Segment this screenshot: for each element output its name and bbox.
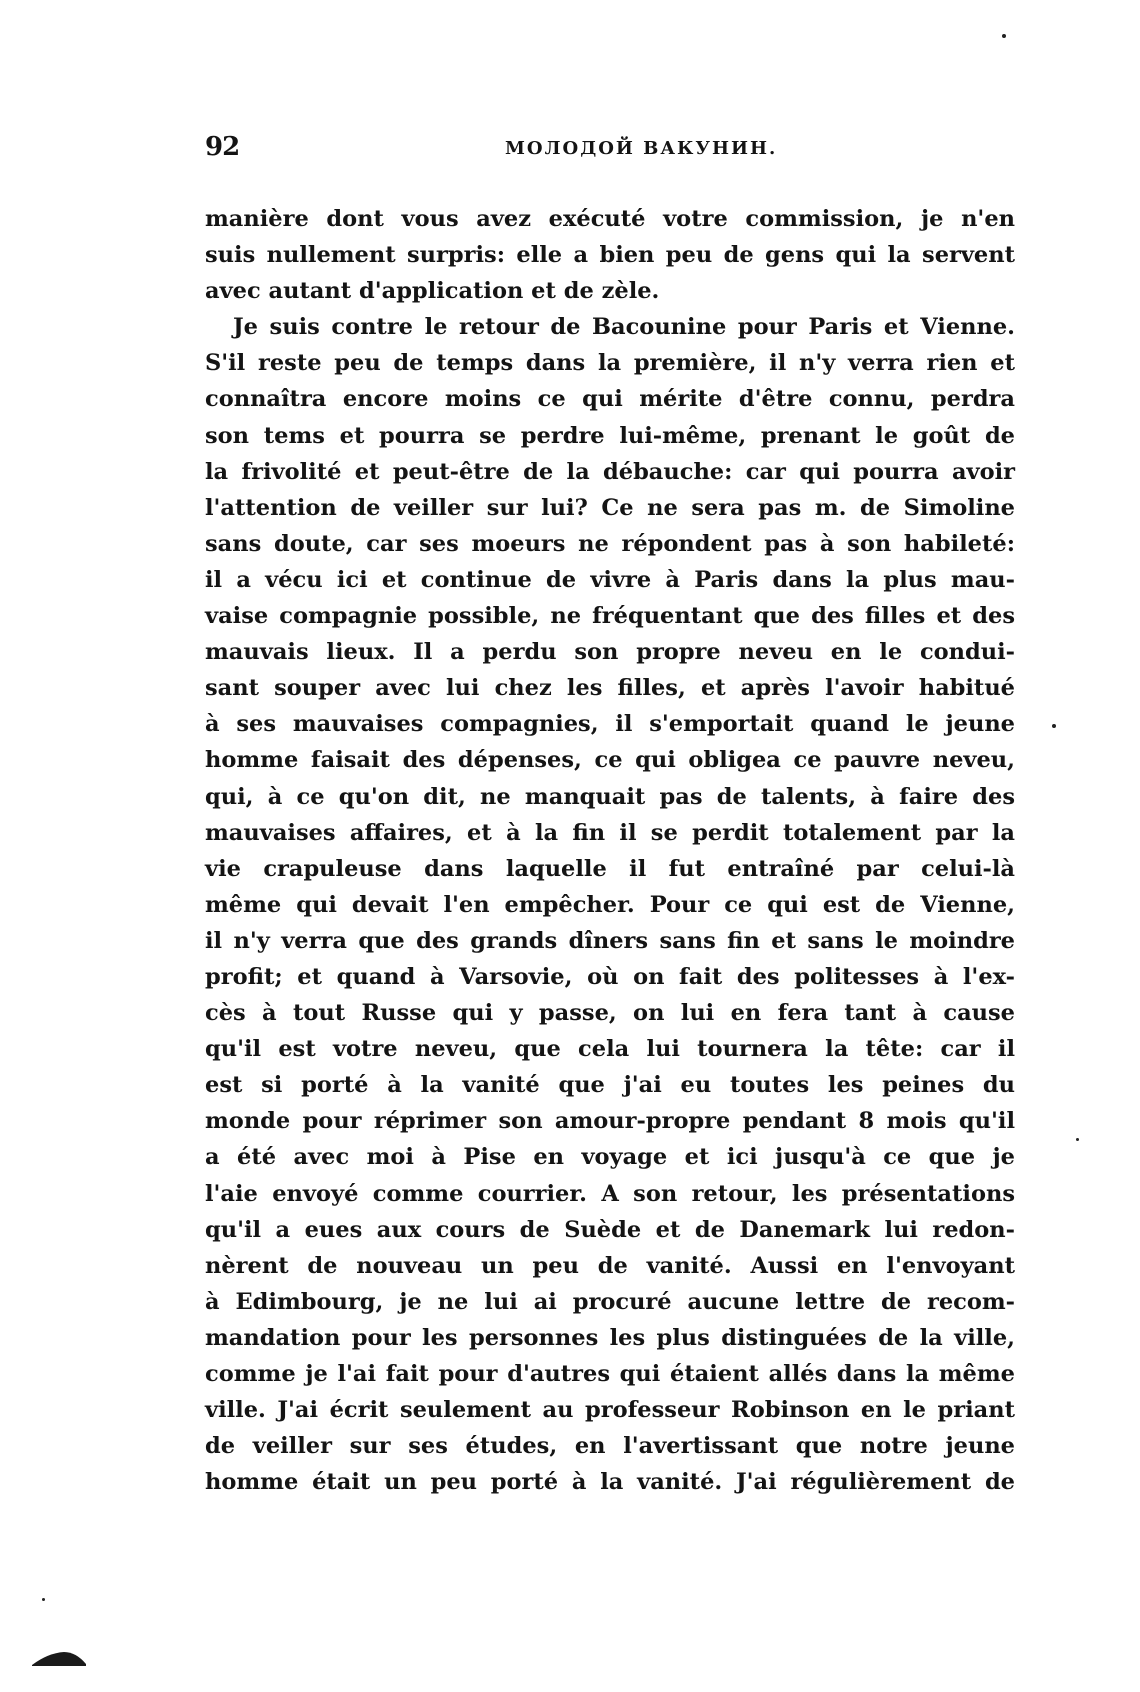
scan-speck <box>1076 1138 1079 1141</box>
text-line: homme faisait des dépenses, ce qui obligea ce pauvre neveu, <box>205 747 1015 774</box>
text-line: avec autant d'application et de zèle. <box>205 278 660 305</box>
text-line: qu'il est votre neveu, que cela lui tournera la tête: car il <box>205 1036 1015 1063</box>
text-line: monde pour réprimer son amour-propre pendant 8 mois qu'il <box>205 1108 1015 1135</box>
text-line: même qui devait l'en empêcher. Pour ce qui est de Vienne, <box>205 891 1015 918</box>
text-line: manière dont vous avez exécuté votre commission, je n'en <box>205 206 1015 232</box>
running-title: МОЛОДОЙ ВАКУНИН. <box>505 138 778 159</box>
text-line: l'aie envoyé comme courrier. A son retour, les présentations <box>205 1180 1015 1207</box>
text-line: mauvaises affaires, et à la fin il se perdit totalement par la <box>205 819 1015 846</box>
text-line: ville. J'ai écrit seulement au professeur Robinson en le priant <box>205 1397 1015 1424</box>
text-line: son tems et pourra se perdre lui-même, prenant le goût de <box>205 422 1015 449</box>
text-line: Je suis contre le retour de Bacounine pour Paris et Vienne. <box>233 314 1015 341</box>
text-line: comme je l'ai fait pour d'autres qui étaient allés dans la même <box>205 1361 1015 1387</box>
text-line: cès à tout Russe qui y passe, on lui en fera tant à cause <box>205 1000 1015 1027</box>
text-line: il n'y verra que des grands dîners sans fin et sans le moindre <box>205 927 1015 954</box>
text-line: suis nullement surpris: elle a bien peu de gens qui la servent <box>205 242 1015 269</box>
scan-speck <box>1052 724 1056 728</box>
text-line: S'il reste peu de temps dans la première, il n'y verra rien et <box>205 350 1015 377</box>
text-line: sans doute, car ses moeurs ne répondent pas à son habileté: <box>205 530 1015 557</box>
text-line: la frivolité et peut-être de la débauche: car qui pourra avoir <box>205 458 1015 485</box>
text-line: sant souper avec lui chez les filles, et après l'avoir habitué <box>205 675 1015 702</box>
text-line: à ses mauvaises compagnies, il s'emportait quand le jeune <box>205 711 1015 738</box>
body-text <box>205 201 1015 1500</box>
text-line: connaîtra encore moins ce qui mérite d'être connu, perdra <box>205 386 1015 413</box>
text-line: mandation pour les personnes les plus distinguées de la ville, <box>205 1324 1015 1351</box>
scan-blot <box>30 1650 88 1666</box>
text-line: profit; et quand à Varsovie, où on fait des politesses à l'ex- <box>205 963 1015 990</box>
text-line: mauvais lieux. Il a perdu son propre neveu en le condui- <box>205 639 1015 666</box>
text-line: qui, à ce qu'on dit, ne manquait pas de talents, à faire des <box>205 783 1015 810</box>
text-line: à Edimbourg, je ne lui ai procuré aucune lettre de recom- <box>205 1288 1015 1315</box>
scan-speck <box>42 1598 45 1601</box>
text-line: vie crapuleuse dans laquelle il fut entraîné par celui-là <box>205 855 1015 882</box>
text-line: vaise compagnie possible, ne fréquentant que des filles et des <box>205 603 1015 630</box>
scan-speck <box>1002 34 1006 38</box>
text-line: homme était un peu porté à la vanité. J'ai régulièrement de <box>205 1469 1015 1496</box>
text-line: l'attention de veiller sur lui? Ce ne sera pas m. de Simoline <box>205 494 1015 521</box>
text-line: nèrent de nouveau un peu de vanité. Aussi en l'envoyant <box>205 1252 1015 1279</box>
running-head <box>205 132 1015 166</box>
text-line: qu'il a eues aux cours de Suède et de Danemark lui redon- <box>205 1216 1015 1243</box>
text-line: il a vécu ici et continue de vivre à Paris dans la plus mau- <box>205 566 1015 593</box>
text-line: est si porté à la vanité que j'ai eu toutes les peines du <box>205 1072 1015 1099</box>
text-line: a été avec moi à Pise en voyage et ici jusqu'à ce que je <box>205 1144 1015 1171</box>
text-line: de veiller sur ses études, en l'avertissant que notre jeune <box>205 1433 1015 1460</box>
page-number: 92 <box>205 132 240 162</box>
